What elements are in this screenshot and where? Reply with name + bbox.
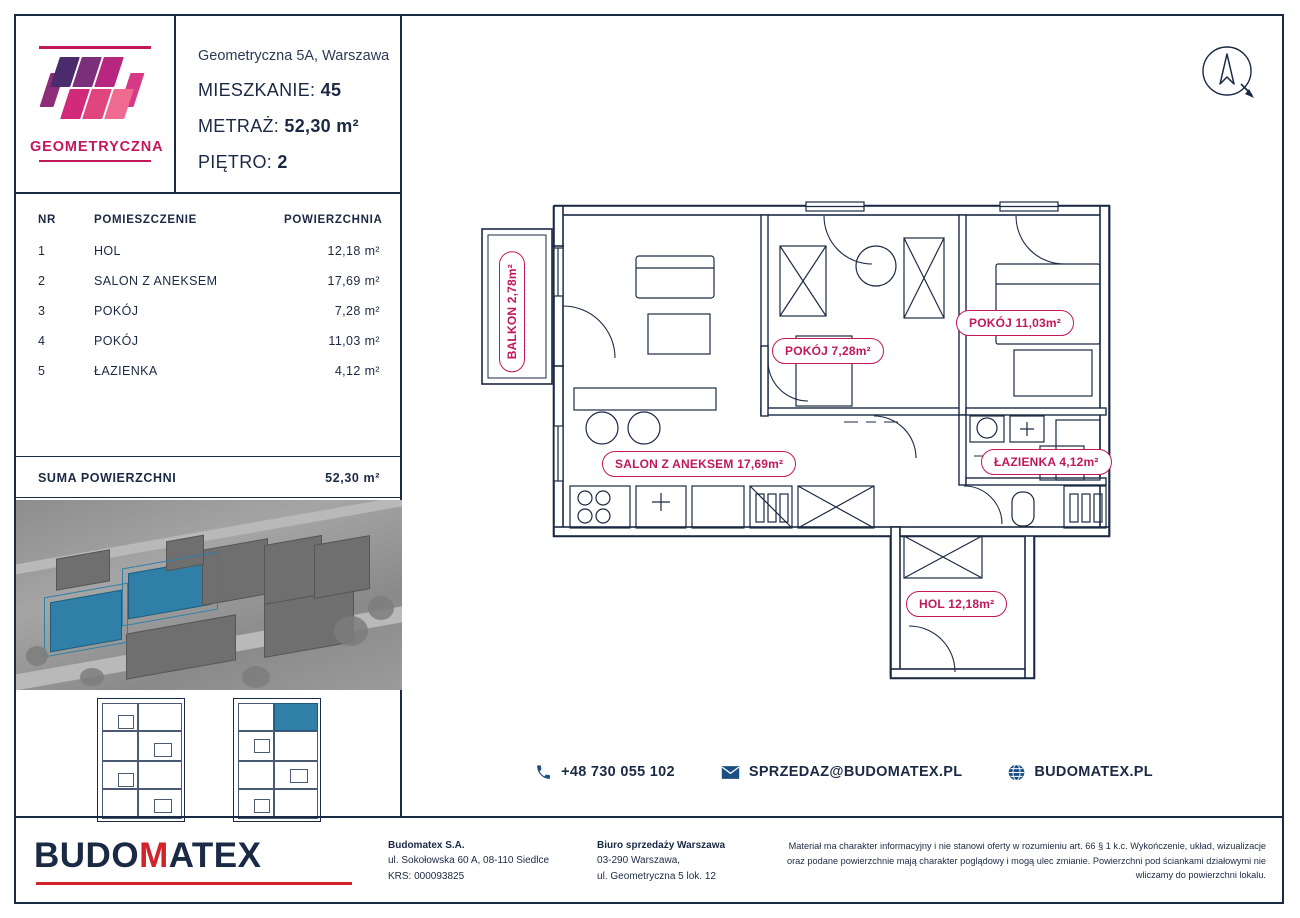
globe-icon xyxy=(1008,764,1025,781)
table-row xyxy=(38,266,380,296)
site-aerial-image xyxy=(16,500,402,690)
room-area: 7,28 m² xyxy=(334,304,380,318)
apartment-value: 45 xyxy=(320,80,342,100)
floorplan-drawing xyxy=(404,16,1270,716)
contact-phone[interactable] xyxy=(535,764,675,781)
room-tag-pokoj-7-28: POKÓJ 7,28m² xyxy=(772,338,884,364)
header-box xyxy=(16,16,402,194)
room-area: 17,69 m² xyxy=(327,274,380,288)
room-tag-salon: SALON Z ANEKSEM 17,69m² xyxy=(602,451,796,477)
room-nr: 2 xyxy=(38,274,46,288)
company-krs: KRS: 000093825 xyxy=(388,870,465,882)
sales-office-details xyxy=(573,838,749,885)
left-info-panel xyxy=(16,16,402,816)
mini-floorplan-building-a xyxy=(97,698,185,822)
floor-value: 2 xyxy=(277,152,288,172)
header-info xyxy=(176,16,402,192)
column-header-name: POMIESZCZENIE xyxy=(94,214,198,226)
room-tag-hol: HOL 12,18m² xyxy=(906,591,1007,617)
budomatex-logo-underline xyxy=(36,882,352,885)
logo-cell xyxy=(16,16,176,192)
email-address: SPRZEDAZ@BUDOMATEX.PL xyxy=(748,764,963,780)
company-name: Budomatex S.A. xyxy=(388,839,465,851)
website-url: BUDOMATEX.PL xyxy=(1034,764,1153,780)
room-nr: 3 xyxy=(38,304,46,318)
table-row xyxy=(38,296,380,326)
total-area-row xyxy=(16,456,402,498)
column-header-area: POWIERZCHNIA xyxy=(284,214,383,226)
room-name: HOL xyxy=(94,244,121,258)
table-row xyxy=(38,356,380,386)
room-nr: 5 xyxy=(38,364,46,378)
phone-number: +48 730 055 102 xyxy=(561,764,675,780)
room-nr: 1 xyxy=(38,244,46,258)
budomatex-logo xyxy=(34,833,364,889)
logo-wordmark: GEOMETRYCZNA xyxy=(30,139,164,155)
apartment-line xyxy=(198,80,402,101)
sales-office-line1: 03-290 Warszawa, xyxy=(597,855,681,867)
company-address: ul. Sokołowska 60 A, 08-110 Siedlce xyxy=(388,855,550,867)
total-area-value: 52,30 m² xyxy=(325,471,380,485)
mini-floorplan-building-b xyxy=(233,698,321,822)
contact-email[interactable] xyxy=(721,764,963,780)
page-footer xyxy=(16,816,1284,904)
floorplan-area xyxy=(404,16,1284,816)
sales-office-line2: ul. Geometryczna 5 lok. 12 xyxy=(597,870,716,882)
geometryczna-logo-icon xyxy=(39,53,151,135)
area-value: 52,30 m² xyxy=(284,116,359,136)
envelope-icon xyxy=(721,765,740,780)
room-area: 12,18 m² xyxy=(327,244,380,258)
project-address: Geometryczna 5A, Warszawa xyxy=(198,48,390,64)
budomatex-logo-part1: BUDO xyxy=(34,836,140,875)
room-name: ŁAZIENKA xyxy=(94,364,158,378)
room-name: SALON Z ANEKSEM xyxy=(94,274,218,288)
rooms-table xyxy=(16,194,402,386)
total-area-label: SUMA POWIERZCHNI xyxy=(38,471,177,485)
mini-floorplans xyxy=(16,696,402,826)
logo-top-rule xyxy=(39,46,151,49)
room-area: 4,12 m² xyxy=(334,364,380,378)
floor-label: PIĘTRO: xyxy=(198,152,273,172)
room-name: POKÓJ xyxy=(94,334,139,348)
sales-office-name: Biuro sprzedaży Warszawa xyxy=(597,839,726,851)
room-nr: 4 xyxy=(38,334,46,348)
room-name: POKÓJ xyxy=(94,304,139,318)
contact-bar xyxy=(404,752,1284,792)
company-details xyxy=(364,838,573,885)
floor-line xyxy=(198,152,402,173)
phone-icon xyxy=(535,764,552,781)
room-tag-balkon: BALKON 2,78m² xyxy=(499,251,525,372)
room-area: 11,03 m² xyxy=(328,334,380,348)
contact-website[interactable] xyxy=(1008,764,1153,781)
legal-disclaimer: Materiał ma charakter informacyjny i nie stanowi oferty w rozumieniu art. 66 § 1 k.c. Wykończenie, układ, wizualizacje oraz podane powierzchnie mają charakter poglądowy i mogą ulec zmianie. Powierzchni pod ściankami działowymi nie wliczamy do powierzchni lokalu. xyxy=(786,840,1266,881)
room-tag-lazienka: ŁAZIENKA 4,12m² xyxy=(981,449,1112,475)
logo-bottom-rule xyxy=(39,160,151,162)
area-line xyxy=(198,116,402,137)
budomatex-logo-part2: ATEX xyxy=(168,836,262,875)
rooms-table-header xyxy=(38,214,383,236)
table-row xyxy=(38,326,380,356)
budomatex-logo-m-icon: M xyxy=(139,836,169,875)
area-label: METRAŻ: xyxy=(198,116,280,136)
room-tag-pokoj-11-03: POKÓJ 11,03m² xyxy=(956,310,1074,336)
apartment-label: MIESZKANIE: xyxy=(198,80,316,100)
table-row xyxy=(38,236,380,266)
column-header-nr: NR xyxy=(38,214,57,226)
